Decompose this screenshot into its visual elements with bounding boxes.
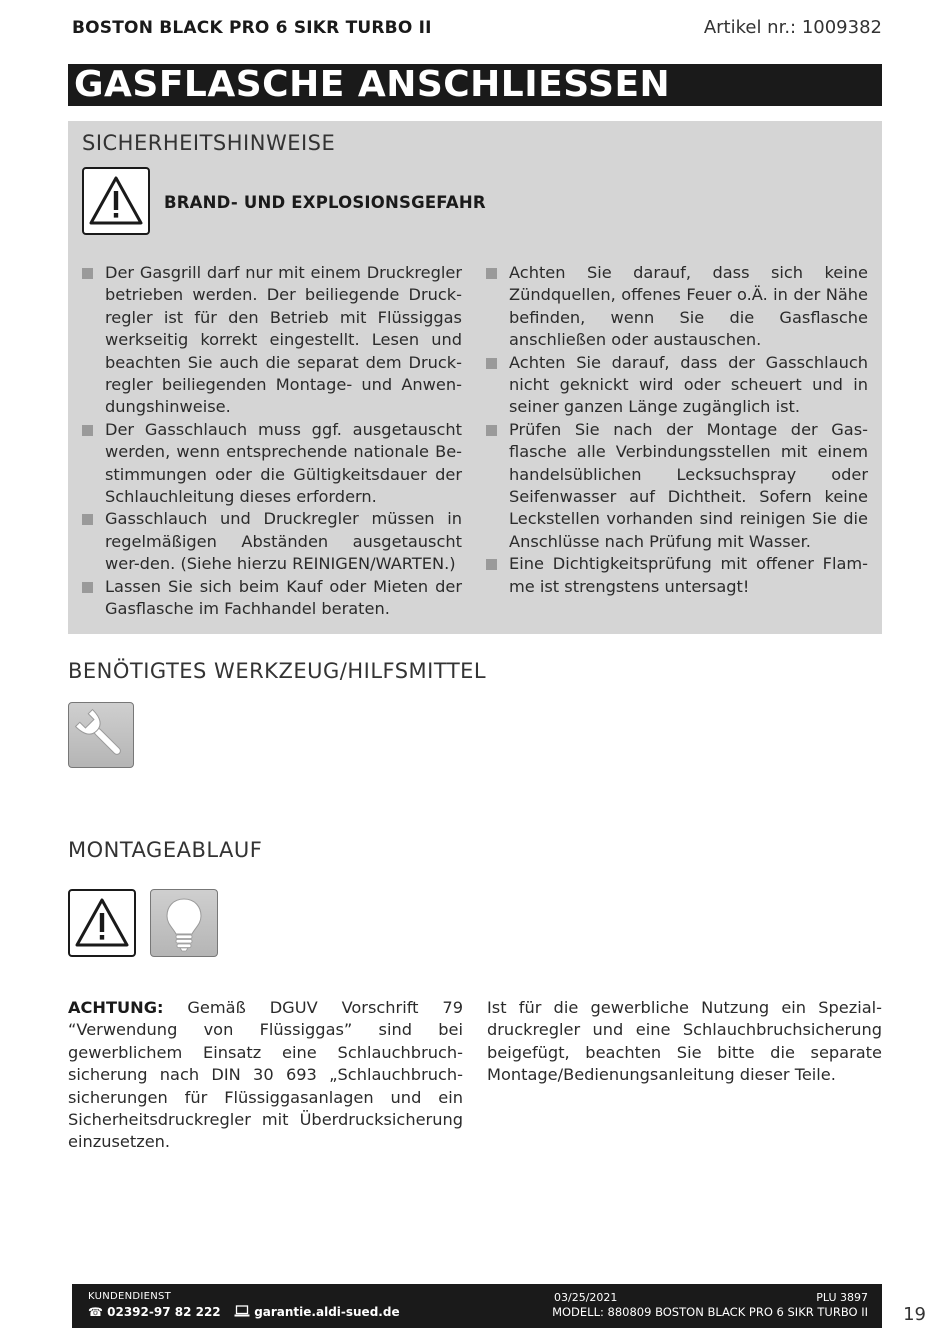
list-item: Der Gasgrill darf nur mit einem Druckregler betrieben werden. Der beiliegende Druck-regler ist für den Betrieb mit Flüssiggas werkseitig korrekt eingestellt. Lesen und beachten Sie auch die separat dem Druck-regler beiliegenden Montage- und Anwen-dungshinweise. — [82, 262, 462, 419]
wrench-icon — [68, 702, 134, 768]
list-item: Achten Sie darauf, dass sich keine Zündquellen, offenes Feuer o.Ä. in der Nähe befinden, wenn Sie die Gasflasche anschließen oder austauschen. — [486, 262, 868, 352]
print-date: 03/25/2021 — [554, 1291, 618, 1304]
page-number: 19 — [903, 1304, 926, 1325]
page-title: GASFLASCHE ANSCHLIESSEN — [74, 64, 671, 105]
list-item: Gasschlauch und Druckregler müssen in regelmäßigen Abständen ausgetauscht wer-den. (Siehe hierzu REINIGEN/WARTEN.) — [82, 508, 462, 575]
footer-bar — [72, 1284, 882, 1328]
product-name: BOSTON BLACK PRO 6 SIKR TURBO II — [72, 18, 432, 38]
phone-icon: ☎ — [88, 1305, 108, 1319]
list-item: Lassen Sie sich beim Kauf oder Mieten der Gasflasche im Fachhandel beraten. — [82, 576, 462, 621]
page-title-bar — [68, 64, 882, 106]
assembly-text-left — [68, 997, 463, 1154]
caution-text: Gemäß DGUV Vorschrift 79 “Verwendung von Flüssiggas” sind bei gewerblichem Einsatz eine Schlauchbruch-sicherung nach DIN 30 693 „Schlauchbruch-sicherungen für Flüssiggasanlagen und ein Sicherheitsdruckregler mit Überdrucksicherung einzusetzen. — [68, 998, 463, 1152]
model-info: MODELL: 880809 BOSTON BLACK PRO 6 SIKR TURBO II — [552, 1305, 868, 1319]
safety-heading: SICHERHEITSHINWEISE — [82, 131, 336, 155]
website-link: garantie.aldi-sued.de — [254, 1305, 400, 1319]
laptop-icon — [234, 1305, 250, 1319]
phone-number: 02392-97 82 222 — [107, 1305, 221, 1319]
list-item: Eine Dichtigkeitsprüfung mit offener Flam-me ist strengstens untersagt! — [486, 553, 868, 598]
danger-label: BRAND- UND EXPLOSIONSGEFAHR — [164, 193, 486, 212]
warning-icon — [82, 167, 150, 235]
article-number: Artikel nr.: 1009382 — [703, 17, 882, 38]
list-item: Achten Sie darauf, dass der Gasschlauch nicht geknickt wird oder scheuert und in seiner ganzen Länge zugänglich ist. — [486, 352, 868, 419]
service-label: KUNDENDIENST — [88, 1291, 172, 1302]
caution-label: ACHTUNG: — [68, 998, 164, 1017]
safety-list-right — [486, 262, 868, 598]
list-item: Prüfen Sie nach der Montage der Gas-flasche alle Verbindungsstellen mit einem handelsüblichen Lecksuchspray oder Seifenwasser auf Dichtheit. Sofern keine Leckstellen vorhanden sind reinigen Sie die Anschlüsse nach Prüfung mit Wasser. — [486, 419, 868, 553]
plu-code: PLU 3897 — [816, 1291, 868, 1304]
safety-panel — [68, 121, 882, 634]
list-item: Der Gasschlauch muss ggf. ausgetauscht werden, wenn entsprechende nationale Be-stimmungen oder die Gültigkeitsdauer der Schlauchleitung dieses erfordern. — [82, 419, 462, 509]
safety-list-left — [82, 262, 462, 621]
service-website — [234, 1305, 400, 1319]
tools-heading: BENÖTIGTES WERKZEUG/HILFSMITTEL — [68, 659, 487, 683]
lightbulb-icon — [150, 889, 218, 957]
assembly-heading: MONTAGEABLAUF — [68, 838, 263, 862]
assembly-text-right: Ist für die gewerbliche Nutzung ein Spezial-druckregler und eine Schlauchbruchsicherung beigefügt, beachten Sie bitte die separate Montage/Bedienungsanleitung dieser Teile. — [487, 998, 882, 1085]
warning-triangle-icon — [68, 889, 136, 957]
service-phone — [88, 1305, 221, 1319]
